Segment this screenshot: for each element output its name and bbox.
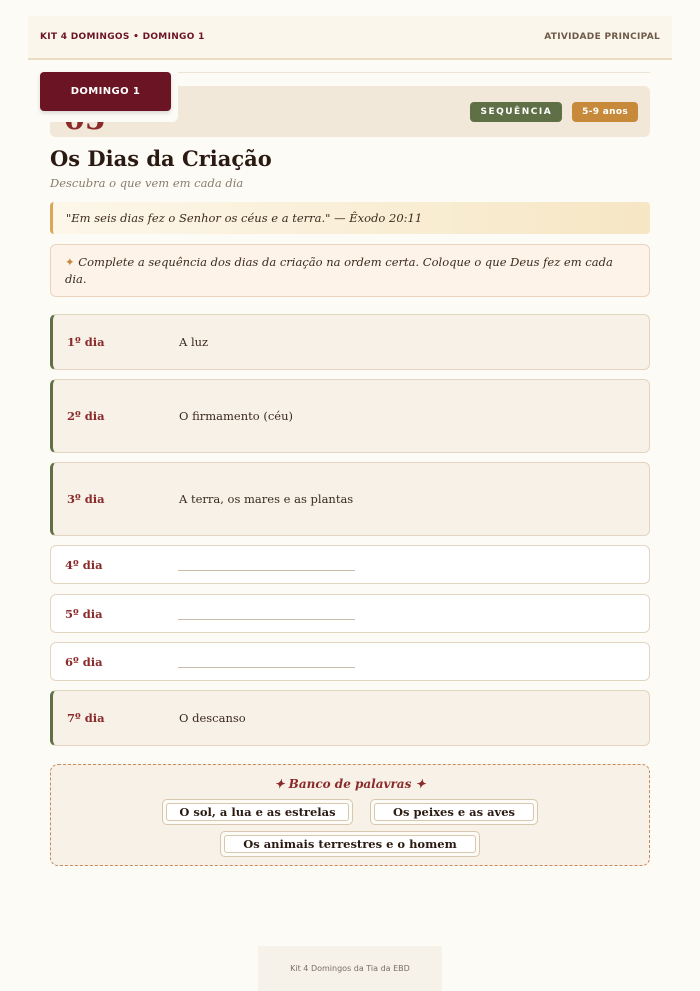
word-chip[interactable] xyxy=(220,831,480,857)
instruction-box xyxy=(50,244,650,297)
day-answer: A terra, os mares e as plantas xyxy=(179,492,354,506)
answer-blank[interactable] xyxy=(178,667,355,668)
section-label: ATIVIDADE PRINCIPAL xyxy=(544,32,660,42)
day-label: 7º dia xyxy=(67,711,105,725)
star-icon: ✦ xyxy=(65,255,75,269)
day-label: 1º dia xyxy=(67,335,105,349)
day-label: 3º dia xyxy=(67,492,105,506)
day-label: 6º dia xyxy=(65,654,103,669)
domingo-badge: DOMINGO 1 xyxy=(40,72,171,111)
word-chip-label: Os peixes e as aves xyxy=(374,803,534,821)
activity-subtitle: Descubra o que vem em cada dia xyxy=(50,176,244,190)
word-chip-label: O sol, a lua e as estrelas xyxy=(166,803,349,821)
day-answer: A luz xyxy=(179,335,209,349)
day-row xyxy=(50,594,650,633)
word-chip-label: Os animais terrestres e o homem xyxy=(224,835,476,853)
day-row xyxy=(50,379,650,453)
day-answer: O firmamento (céu) xyxy=(179,409,293,423)
answer-blank[interactable] xyxy=(178,570,355,571)
day-row xyxy=(50,314,650,370)
instruction-text: Complete a sequência dos dias da criação na ordem certa. Coloque o que Deus fez em cada dia. xyxy=(65,255,613,286)
day-row xyxy=(50,462,650,536)
answer-blank[interactable] xyxy=(178,619,355,620)
day-row xyxy=(50,690,650,746)
top-header xyxy=(28,16,672,60)
word-bank-title: ✦ Banco de palavras ✦ xyxy=(274,777,426,791)
age-tag: 5-9 anos xyxy=(572,102,638,122)
word-chip[interactable] xyxy=(162,799,353,825)
day-row xyxy=(50,642,650,681)
kit-label: KIT 4 DOMINGOS • DOMINGO 1 xyxy=(40,32,205,42)
activity-title: Os Dias da Criação xyxy=(50,146,272,171)
word-bank xyxy=(50,764,650,866)
day-row xyxy=(50,545,650,584)
day-label: 2º dia xyxy=(67,409,105,423)
type-tag: SEQUÊNCIA xyxy=(470,102,562,122)
bible-verse: "Em seis dias fez o Senhor os céus e a terra." — Êxodo 20:11 xyxy=(50,202,650,234)
word-chip[interactable] xyxy=(370,799,538,825)
day-label: 4º dia xyxy=(65,557,103,572)
footer: Kit 4 Domingos da Tia da EBD xyxy=(258,946,442,991)
day-label: 5º dia xyxy=(65,606,103,621)
day-answer: O descanso xyxy=(179,711,246,725)
activity-tags xyxy=(470,102,638,122)
